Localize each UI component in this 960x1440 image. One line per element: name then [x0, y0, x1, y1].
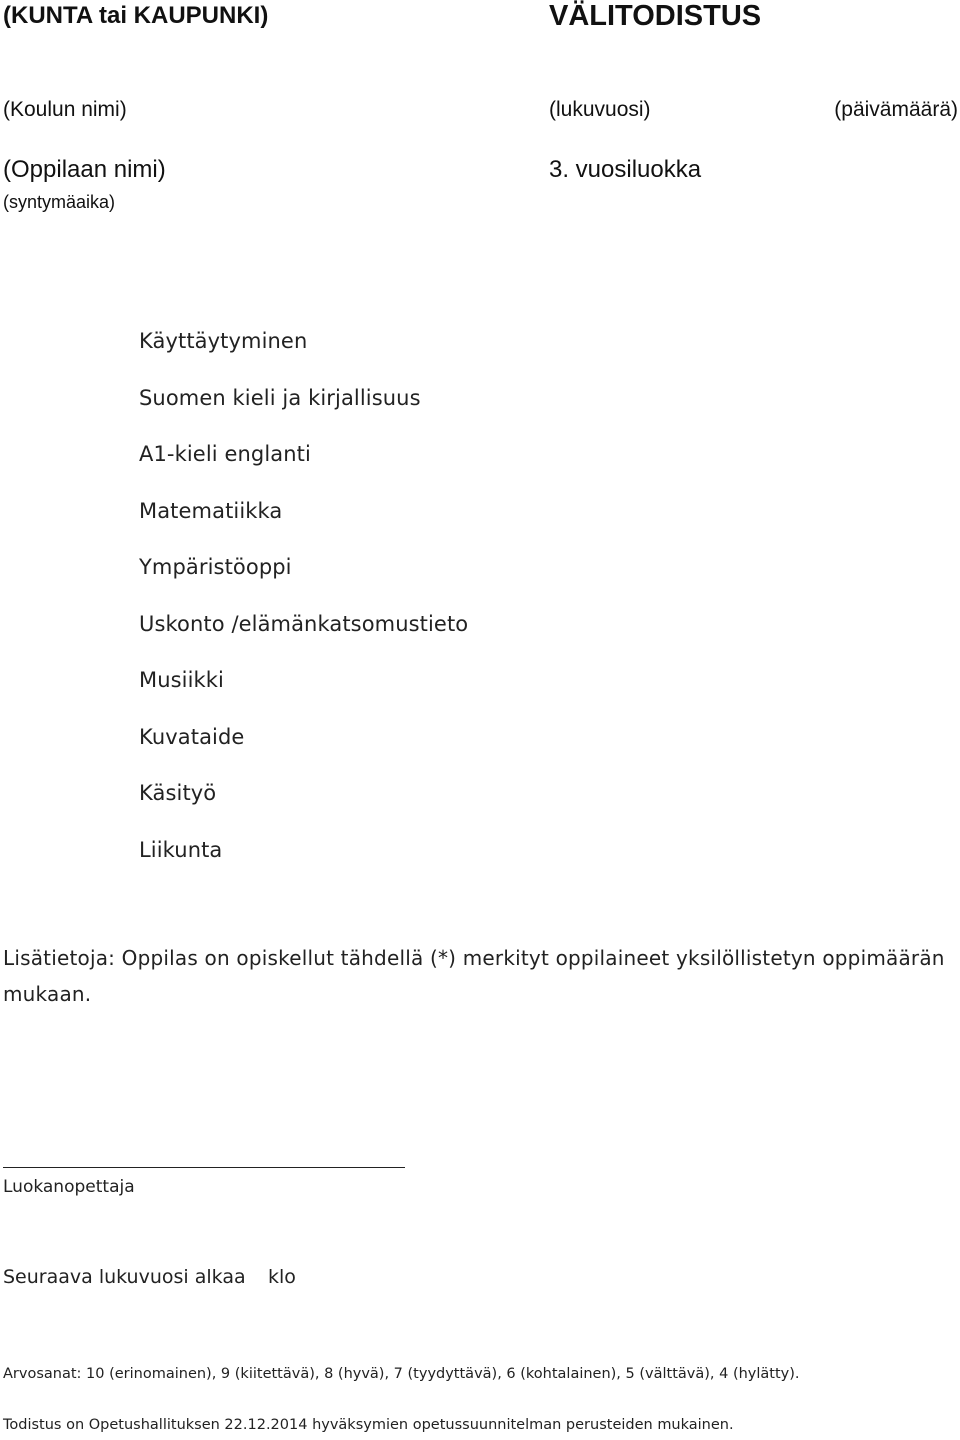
municipality-placeholder: (KUNTA tai KAUPUNKI): [3, 2, 269, 29]
signature-line: [3, 1167, 405, 1168]
subject-item: Käsityö: [139, 781, 217, 805]
subject-item: Matematiikka: [139, 499, 283, 523]
document-title: VÄLITODISTUS: [549, 0, 762, 32]
additional-info-text: Lisätietoja: Oppilas on opiskellut tähdellä (*) merkityt oppilaineet yksilöllistetyn oppimäärän: [3, 946, 945, 970]
subject-item: Kuvataide: [139, 725, 245, 749]
subject-item: Uskonto /elämänkatsomustieto: [139, 612, 469, 636]
class-teacher-label: Luokanopettaja: [3, 1177, 135, 1197]
birthdate-placeholder: (syntymäaika): [3, 192, 116, 212]
footer-note: Todistus on Opetushallituksen 22.12.2014 hyväksymien opetussuunnitelman perusteiden mukainen.: [3, 1417, 734, 1433]
grade-level: 3. vuosiluokka: [549, 156, 702, 183]
subject-item: Suomen kieli ja kirjallisuus: [139, 386, 421, 410]
subject-item: Ympäristöoppi: [139, 555, 292, 579]
subject-item: A1-kieli englanti: [139, 442, 311, 466]
school-name-placeholder: (Koulun nimi): [3, 98, 127, 121]
next-school-year-label: Seuraava lukuvuosi alkaa: [3, 1266, 246, 1288]
subject-item: Käyttäytyminen: [139, 329, 308, 353]
time-label: klo: [268, 1266, 296, 1288]
subject-item: Liikunta: [139, 838, 223, 862]
additional-info-text-continued: mukaan.: [3, 982, 92, 1006]
subject-item: Musiikki: [139, 668, 224, 692]
school-year-placeholder: (lukuvuosi): [549, 98, 651, 121]
date-placeholder: (päivämäärä): [834, 98, 958, 121]
grades-legend: Arvosanat: 10 (erinomainen), 9 (kiitettävä), 8 (hyvä), 7 (tyydyttävä), 6 (kohtalainen), 5 (välttävä), 4 (hylätty).: [3, 1366, 800, 1382]
pupil-name-placeholder: (Oppilaan nimi): [3, 156, 166, 183]
